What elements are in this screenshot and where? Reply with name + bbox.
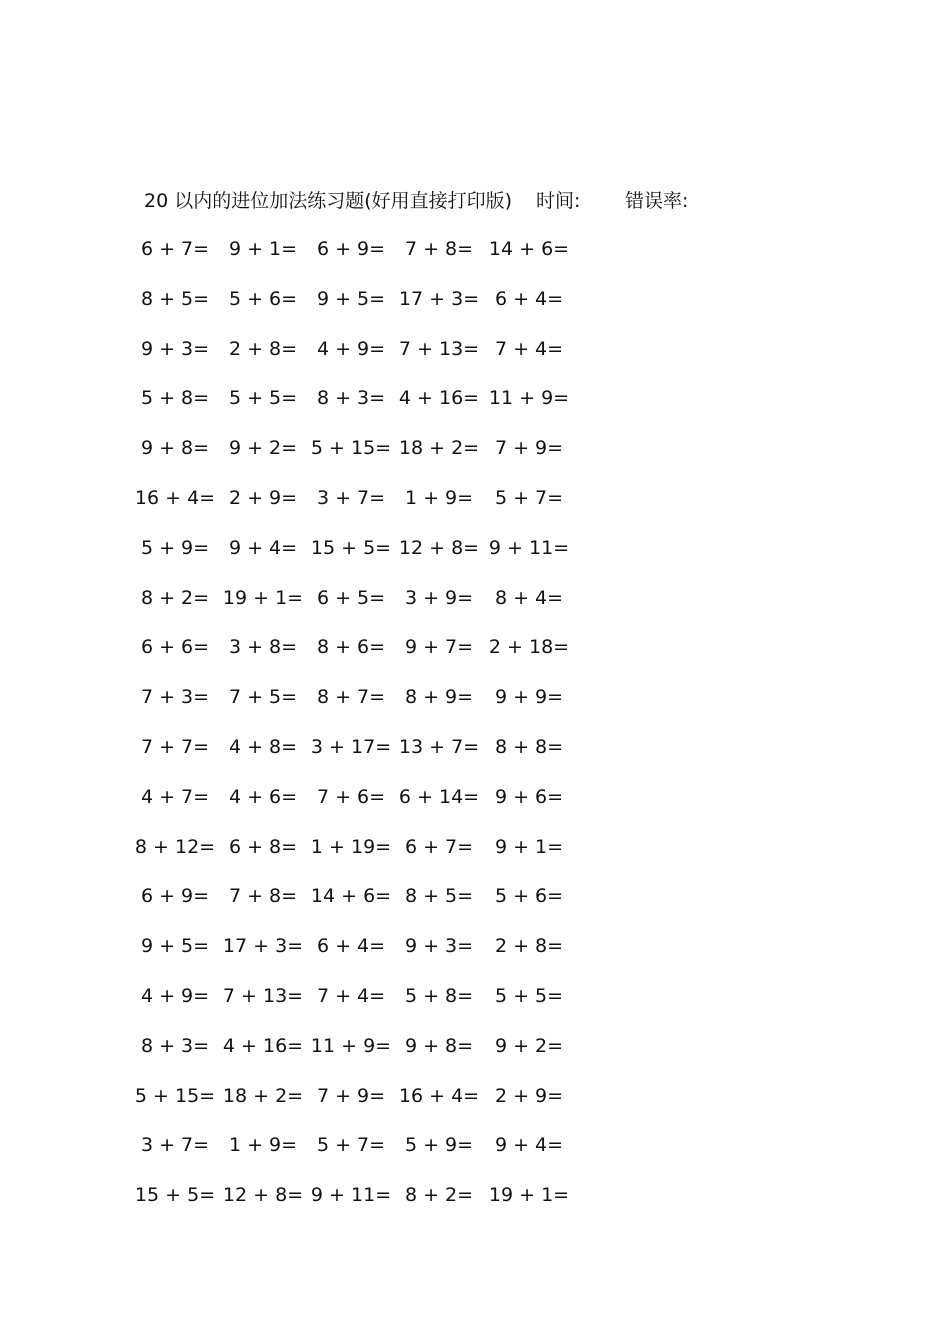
problem-row [134, 832, 604, 882]
addition-problem: 7 + 13= [222, 984, 304, 1007]
addition-problem: 8 + 2= [140, 586, 210, 609]
addition-problem: 19 + 1= [488, 1184, 570, 1207]
addition-problem: 1 + 9= [404, 486, 474, 509]
addition-problem: 9 + 8= [404, 1034, 474, 1057]
addition-problem: 6 + 9= [316, 238, 386, 260]
addition-problem: 6 + 7= [140, 238, 210, 260]
addition-problem: 7 + 4= [316, 984, 386, 1007]
problem-grid [134, 234, 604, 1230]
worksheet-header [144, 186, 744, 216]
addition-problem: 4 + 6= [228, 785, 298, 808]
addition-problem: 16 + 4= [134, 486, 216, 509]
addition-problem: 11 + 9= [488, 387, 570, 410]
addition-problem: 9 + 2= [494, 1034, 564, 1057]
addition-problem: 3 + 7= [140, 1134, 210, 1157]
addition-problem: 4 + 9= [316, 337, 386, 360]
addition-problem: 9 + 3= [140, 337, 210, 360]
addition-problem: 7 + 3= [140, 686, 210, 709]
addition-problem: 5 + 15= [134, 1084, 216, 1107]
problem-row [140, 1031, 604, 1081]
addition-problem: 7 + 8= [228, 885, 298, 908]
addition-problem: 6 + 4= [316, 935, 386, 958]
addition-problem: 9 + 8= [140, 437, 210, 460]
problem-row [140, 782, 604, 832]
worksheet-title: 20 以内的进位加法练习题(好用直接打印版) [144, 190, 513, 212]
problem-row [134, 483, 604, 533]
problem-row [140, 682, 604, 732]
addition-problem: 7 + 6= [316, 785, 386, 808]
addition-problem: 15 + 5= [134, 1184, 216, 1207]
addition-problem: 1 + 19= [310, 835, 392, 858]
addition-problem: 9 + 9= [494, 686, 564, 709]
addition-problem: 2 + 8= [228, 337, 298, 360]
addition-problem: 17 + 3= [222, 935, 304, 958]
addition-problem: 9 + 5= [140, 935, 210, 958]
addition-problem: 5 + 7= [494, 486, 564, 509]
addition-problem: 4 + 16= [398, 387, 480, 410]
addition-problem: 2 + 9= [228, 486, 298, 509]
addition-problem: 6 + 6= [140, 636, 210, 659]
addition-problem: 7 + 4= [494, 337, 564, 360]
addition-problem: 14 + 6= [310, 885, 392, 908]
addition-problem: 3 + 7= [316, 486, 386, 509]
problem-row [140, 284, 604, 334]
addition-problem: 8 + 2= [404, 1184, 474, 1207]
addition-problem: 16 + 4= [398, 1084, 480, 1107]
addition-problem: 5 + 15= [310, 437, 392, 460]
problem-row [140, 234, 604, 284]
addition-problem: 8 + 9= [404, 686, 474, 709]
addition-problem: 6 + 5= [316, 586, 386, 609]
addition-problem: 8 + 6= [316, 636, 386, 659]
problem-row [140, 334, 604, 384]
problem-row [134, 1180, 604, 1230]
addition-problem: 5 + 8= [140, 387, 210, 410]
addition-problem: 4 + 7= [140, 785, 210, 808]
addition-problem: 5 + 6= [494, 885, 564, 908]
problem-row [140, 533, 604, 583]
problem-row [140, 881, 604, 931]
addition-problem: 2 + 9= [494, 1084, 564, 1107]
addition-problem: 8 + 4= [494, 586, 564, 609]
addition-problem: 9 + 4= [228, 536, 298, 559]
addition-problem: 8 + 3= [140, 1034, 210, 1057]
addition-problem: 9 + 1= [494, 835, 564, 858]
addition-problem: 9 + 2= [228, 437, 298, 460]
addition-problem: 9 + 11= [310, 1184, 392, 1207]
addition-problem: 7 + 13= [398, 337, 480, 360]
addition-problem: 8 + 8= [494, 735, 564, 758]
addition-problem: 12 + 8= [222, 1184, 304, 1207]
problem-row [140, 732, 604, 782]
addition-problem: 15 + 5= [310, 536, 392, 559]
addition-problem: 11 + 9= [310, 1034, 392, 1057]
problem-row [140, 931, 604, 981]
addition-problem: 5 + 5= [228, 387, 298, 410]
addition-problem: 18 + 2= [398, 437, 480, 460]
addition-problem: 18 + 2= [222, 1084, 304, 1107]
addition-problem: 8 + 3= [316, 387, 386, 410]
addition-problem: 5 + 7= [316, 1134, 386, 1157]
addition-problem: 2 + 18= [488, 636, 570, 659]
addition-problem: 8 + 5= [140, 287, 210, 310]
addition-problem: 7 + 9= [316, 1084, 386, 1107]
addition-problem: 14 + 6= [488, 238, 570, 260]
addition-problem: 7 + 8= [404, 238, 474, 260]
problem-row [140, 383, 604, 433]
addition-problem: 6 + 7= [404, 835, 474, 858]
addition-problem: 6 + 9= [140, 885, 210, 908]
addition-problem: 6 + 4= [494, 287, 564, 310]
addition-problem: 4 + 8= [228, 735, 298, 758]
addition-problem: 3 + 9= [404, 586, 474, 609]
addition-problem: 2 + 8= [494, 935, 564, 958]
addition-problem: 9 + 7= [404, 636, 474, 659]
problem-row [140, 433, 604, 483]
addition-problem: 17 + 3= [398, 287, 480, 310]
addition-problem: 4 + 16= [222, 1034, 304, 1057]
problem-row [134, 1081, 604, 1131]
problem-row [140, 1130, 604, 1180]
addition-problem: 5 + 6= [228, 287, 298, 310]
addition-problem: 9 + 6= [494, 785, 564, 808]
addition-problem: 7 + 5= [228, 686, 298, 709]
addition-problem: 3 + 17= [310, 735, 392, 758]
addition-problem: 19 + 1= [222, 586, 304, 609]
addition-problem: 13 + 7= [398, 735, 480, 758]
addition-problem: 6 + 8= [228, 835, 298, 858]
addition-problem: 5 + 9= [404, 1134, 474, 1157]
addition-problem: 12 + 8= [398, 536, 480, 559]
addition-problem: 9 + 3= [404, 935, 474, 958]
error-rate-label: 错误率: [625, 190, 689, 212]
addition-problem: 7 + 7= [140, 735, 210, 758]
addition-problem: 5 + 9= [140, 536, 210, 559]
addition-problem: 5 + 5= [494, 984, 564, 1007]
addition-problem: 9 + 5= [316, 287, 386, 310]
addition-problem: 7 + 9= [494, 437, 564, 460]
addition-problem: 8 + 7= [316, 686, 386, 709]
addition-problem: 1 + 9= [228, 1134, 298, 1157]
addition-problem: 6 + 14= [398, 785, 480, 808]
problem-row [140, 583, 604, 633]
problem-row [140, 981, 604, 1031]
addition-problem: 9 + 4= [494, 1134, 564, 1157]
problem-row [140, 632, 604, 682]
addition-problem: 9 + 11= [488, 536, 570, 559]
addition-problem: 8 + 12= [134, 835, 216, 858]
time-label: 时间: [536, 190, 581, 212]
addition-problem: 9 + 1= [228, 238, 298, 260]
addition-problem: 8 + 5= [404, 885, 474, 908]
addition-problem: 4 + 9= [140, 984, 210, 1007]
addition-problem: 5 + 8= [404, 984, 474, 1007]
addition-problem: 3 + 8= [228, 636, 298, 659]
